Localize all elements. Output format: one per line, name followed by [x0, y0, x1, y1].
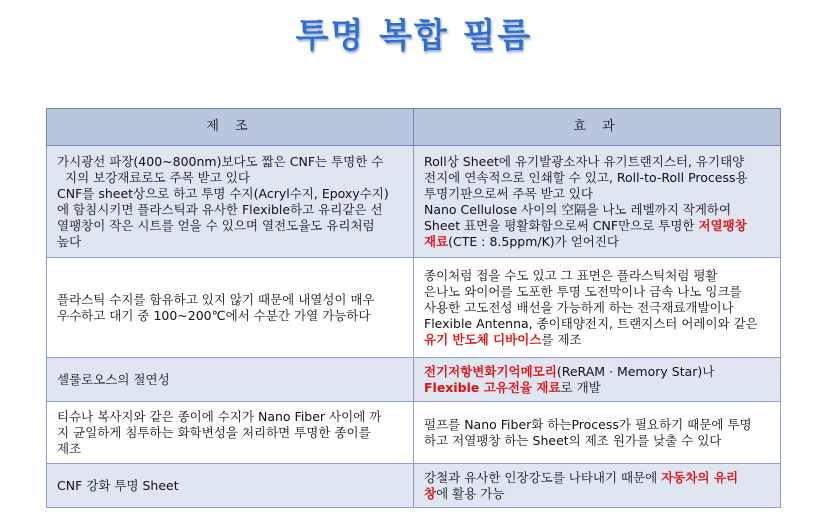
manufacture-cell: 가시광선 파장(400~800nm)보다도 짧은 CNF는 투명한 수 지의 보강재료로도 주목 받고 있다 CNF를 sheet상으로 하고 투명 수지(Acryl수지, Epoxy수지) 에 함침시키면 플라스틱과 유사한 Flexible하고 유리같은 선 열팽창이 작은 시트를 얻을 수 있으며 열전도율도 유리처럼 높다 [47, 146, 414, 258]
effect-cell: 종이처럼 접을 수도 있고 그 표면은 플라스틱처럼 평활 은나노 와이어를 도포한 투명 도전막이나 금속 나노 잉크를 사용한 고도전성 배선을 가능하게 하는 전극재료개발이나 Flexible Antenna, 종이태양전지, 트랜지스터 어레이와 같은 유기 반도체 디바이스를 제조 [414, 258, 781, 358]
manufacture-cell: 플라스틱 수지를 함유하고 있지 않기 때문에 내열성이 매우 우수하고 대기 중 100~200℃에서 수분간 가열 가능하다 [47, 258, 414, 358]
header-effect: 효 과 [414, 109, 781, 146]
highlight-text: 재료 [424, 233, 449, 249]
highlight-text: 전기저항변화기억메모리 [424, 363, 557, 379]
effect-cell: 강철과 유사한 인장강도를 나타내기 때문에 자동차의 유리 창에 활용 가능 [414, 464, 781, 508]
highlight-text: 창 [424, 485, 437, 501]
highlight-text: 자동차의 유리 [661, 469, 739, 485]
header-manufacture: 제 조 [47, 109, 414, 146]
highlight-text: 유기 반도체 디바이스 [424, 331, 542, 347]
table-row [47, 402, 781, 464]
header-row [47, 109, 781, 146]
highlight-text: 저열팽창 [698, 217, 747, 233]
table-row [47, 258, 781, 358]
effect-cell: Roll상 Sheet에 유기발광소자나 유기트랜지스터, 유기태양 전지에 연속적으로 인쇄할 수 있고, Roll-to-Roll Process용 투명기판으로써 주목 받고 있다 Nano Cellulose 사이의 空隔을 나노 레벨까지 작게하여 Sheet 표면을 평활화함으로써 CNF만으로 투명한 저열팽창 재료(CTE : 8.5ppm/K)가 얻어진다 [414, 146, 781, 258]
table-row [47, 146, 781, 258]
comparison-table [46, 108, 781, 508]
manufacture-cell: 셀룰로오스의 절연성 [47, 358, 414, 402]
manufacture-cell: CNF 강화 투명 Sheet [47, 464, 414, 508]
page-title: 투명 복합 필름 [295, 16, 533, 56]
manufacture-cell: 티슈나 복사지와 같은 종이에 수지가 Nano Fiber 사이에 까 지 균일하게 침투하는 화학변성을 처리하면 투명한 종이를 제조 [47, 402, 414, 464]
table-row [47, 358, 781, 402]
highlight-text: Flexible 고유전율 재료 [424, 379, 561, 395]
effect-cell: 전기저항변화기억메모리(ReRAM · Memory Star)나 Flexible 고유전율 재료로 개발 [414, 358, 781, 402]
effect-cell: 펄프를 Nano Fiber화 하는Process가 필요하기 때문에 투명 하고 저열팽창 하는 Sheet의 제조 원가를 낮출 수 있다 [414, 402, 781, 464]
table-row [47, 464, 781, 508]
